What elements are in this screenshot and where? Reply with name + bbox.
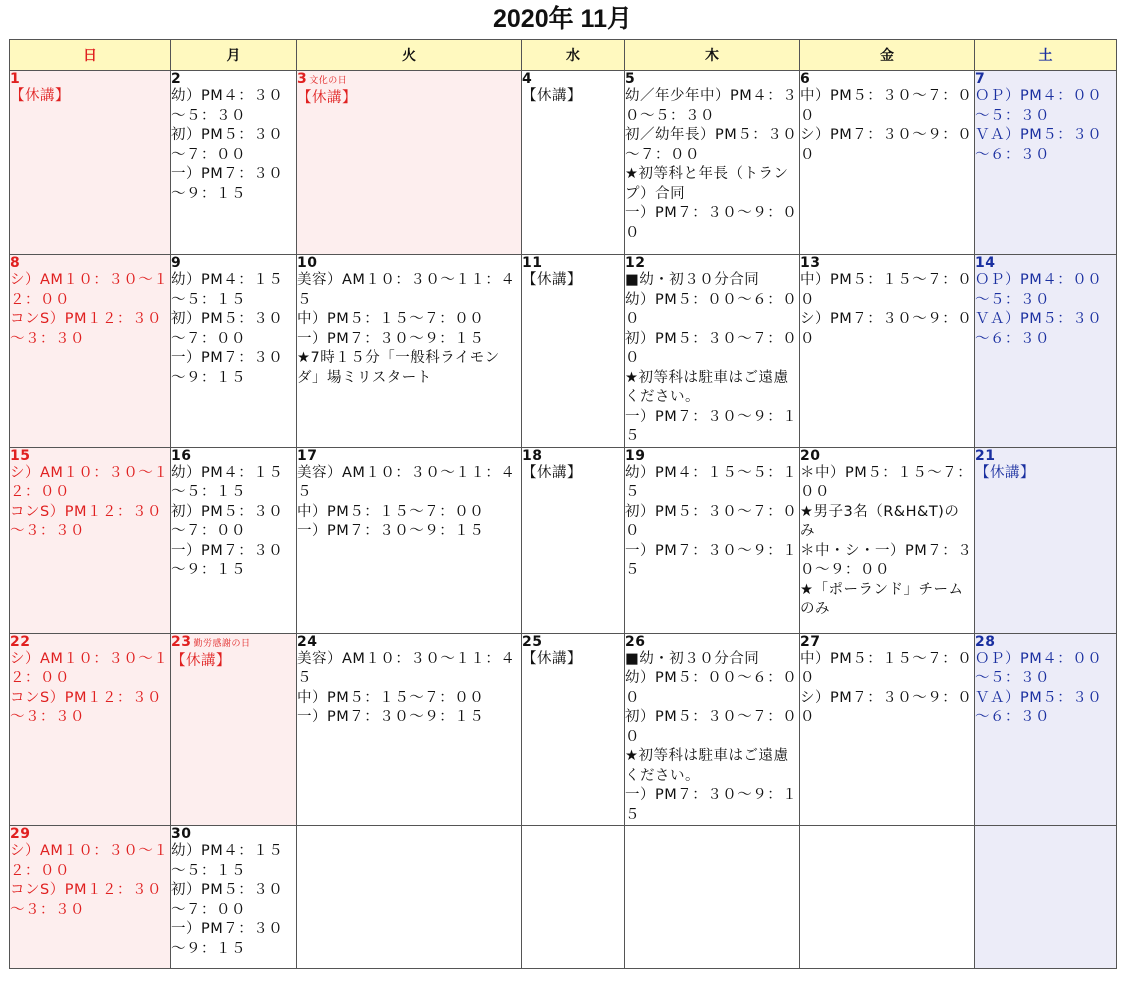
day-cell[interactable] xyxy=(625,71,800,255)
schedule-entry: ■幼・初３０分合同 xyxy=(625,650,760,667)
schedule-entry: 初／幼年長）PM５：３０～７：００ xyxy=(625,127,798,163)
schedule-entry: ＯＰ）PM４：００～５：３０ xyxy=(975,650,1103,686)
day-number xyxy=(297,71,521,89)
schedule-entry: 初）PM５：３０～７：００ xyxy=(625,709,798,745)
day-number xyxy=(975,634,1116,650)
day-number-text: 17 xyxy=(297,447,318,464)
day-number-text: 6 xyxy=(800,71,811,87)
day-cell[interactable] xyxy=(800,633,975,826)
schedule-entry: ★初等科と年長（トランプ）合同 xyxy=(625,166,789,202)
weekday-sat: 土 xyxy=(975,40,1117,71)
holiday-name: 勤労感謝の日 xyxy=(193,638,251,649)
day-cell[interactable] xyxy=(522,255,625,448)
day-number xyxy=(297,255,521,271)
schedule-entry: 幼）PM４：１５～５：１５ xyxy=(171,272,284,308)
schedule-entry: 中）PM５：３０～７：００ xyxy=(800,88,973,124)
schedule-entry: ＶＡ）PM５：３０～６：３０ xyxy=(975,689,1103,725)
day-number xyxy=(975,255,1116,271)
day-number-text: 28 xyxy=(975,633,996,650)
schedule-entry: 幼／年少年中）PM４：３０～５：３０ xyxy=(625,88,798,124)
weekday-fri: 金 xyxy=(800,40,975,71)
schedule-entry: 幼）PM４：３０～５：３０ xyxy=(171,88,284,124)
holiday-name: 文化の日 xyxy=(309,76,348,86)
day-cell[interactable] xyxy=(10,826,171,969)
schedule-entry: 初）PM５：３０～７：００ xyxy=(171,503,284,539)
day-number-text: 2 xyxy=(171,71,182,87)
schedule-entry: 一）PM７：３０～９：１５ xyxy=(171,921,284,957)
day-number xyxy=(800,255,974,271)
day-number xyxy=(10,826,170,842)
day-number-text: 24 xyxy=(297,633,318,650)
weekday-header-row xyxy=(10,40,1117,71)
day-number-text: 25 xyxy=(522,633,543,650)
schedule-entry: コンS）PM１２：３０～３：３０ xyxy=(10,882,162,918)
schedule-entry: 【休講】 xyxy=(10,88,70,104)
day-number-text: 15 xyxy=(10,447,31,464)
schedule-entry: 一）PM７：３０～９：００ xyxy=(625,205,798,241)
day-number xyxy=(171,71,296,87)
day-number-text: 5 xyxy=(625,71,636,87)
day-number-text: 7 xyxy=(975,71,986,87)
schedule-entry: ★初等科は駐車はご遠慮ください。 xyxy=(625,748,789,784)
schedule-entry: 中）PM５：１５～７：００ xyxy=(297,689,485,706)
day-number-text: 13 xyxy=(800,255,821,271)
day-cell[interactable] xyxy=(297,71,522,255)
day-number xyxy=(625,634,799,650)
day-cell[interactable] xyxy=(975,255,1117,448)
day-number xyxy=(800,448,974,464)
day-number-text: 14 xyxy=(975,255,996,271)
calendar-grid xyxy=(9,39,1117,969)
day-number xyxy=(625,448,799,464)
day-number-text: 23 xyxy=(171,633,192,650)
calendar-title: 2020年 11月 xyxy=(493,5,632,33)
day-cell[interactable] xyxy=(10,633,171,826)
day-number-text: 22 xyxy=(10,633,31,650)
schedule-entry: 幼）PM５：００～６：００ xyxy=(625,291,798,327)
schedule-entry: ＯＰ）PM４：００～５：３０ xyxy=(975,88,1103,124)
day-number-text: 27 xyxy=(800,633,821,650)
schedule-entry: コンS）PM１２：３０～３：３０ xyxy=(10,311,162,347)
day-number-text: 8 xyxy=(10,255,21,271)
schedule-entry: 一）PM７：３０～９：１５ xyxy=(297,709,485,725)
empty-cell xyxy=(297,826,522,969)
day-number-text: 16 xyxy=(171,447,192,464)
empty-cell xyxy=(975,826,1117,969)
day-number xyxy=(800,71,974,87)
day-number xyxy=(625,255,799,271)
schedule-entry: ■幼・初３０分合同 xyxy=(625,272,760,288)
day-cell[interactable] xyxy=(522,633,625,826)
schedule-entry: 幼）PM５：００～６：００ xyxy=(625,670,798,706)
schedule-entry: 一）PM７：３０～９：１５ xyxy=(171,166,284,202)
day-number-text: 21 xyxy=(975,447,996,464)
day-cell[interactable] xyxy=(975,447,1117,633)
day-cell[interactable] xyxy=(975,71,1117,255)
schedule-entry: ＯＰ）PM４：００～５：３０ xyxy=(975,272,1103,308)
schedule-entry: 【休講】 xyxy=(171,652,231,669)
schedule-entry: 一）PM７：３０～９：１５ xyxy=(297,523,485,539)
schedule-entry: 幼）PM４：１５～５：１５ xyxy=(171,843,284,879)
schedule-entry: ＊中）PM５：１５～７：００ xyxy=(800,464,973,500)
schedule-entry: 初）PM５：３０～７：００ xyxy=(171,311,284,347)
day-cell[interactable] xyxy=(297,255,522,448)
day-number-text: 4 xyxy=(522,71,533,87)
schedule-entry: 一）PM７：３０～９：１５ xyxy=(297,330,485,347)
day-cell[interactable] xyxy=(10,71,171,255)
weekday-wed: 水 xyxy=(522,40,625,71)
schedule-entry: 美容）AM１０：３０～１１：４５ xyxy=(297,650,516,686)
schedule-entry: ★初等科は駐車はご遠慮ください。 xyxy=(625,369,789,405)
week-row xyxy=(10,71,1117,255)
schedule-entry: シ）AM１０：３０～１２：００ xyxy=(10,843,169,879)
schedule-entry: シ）AM１０：３０～１２：００ xyxy=(10,272,169,308)
schedule-entry: 【休講】 xyxy=(522,650,582,667)
week-row xyxy=(10,255,1117,448)
schedule-entry: シ）PM７：３０～９：００ xyxy=(800,689,973,725)
day-number-text: 11 xyxy=(522,255,543,271)
schedule-entry: 幼）PM４：１５～５：１５ xyxy=(171,464,284,500)
day-cell[interactable] xyxy=(975,633,1117,826)
schedule-entry: シ）PM７：３０～９：００ xyxy=(800,127,973,163)
day-number-text: 29 xyxy=(10,826,31,842)
day-number xyxy=(297,634,521,650)
day-cell[interactable] xyxy=(625,255,800,448)
schedule-entry: 中）PM５：１５～７：００ xyxy=(800,272,973,308)
schedule-entry: 中）PM５：１５～７：００ xyxy=(297,311,485,327)
day-number xyxy=(171,634,296,652)
day-number xyxy=(522,255,624,271)
weekday-thu: 木 xyxy=(625,40,800,71)
day-cell[interactable] xyxy=(171,71,297,255)
day-cell[interactable] xyxy=(522,71,625,255)
day-cell[interactable] xyxy=(171,826,297,969)
weekday-mon: 月 xyxy=(171,40,297,71)
day-cell[interactable] xyxy=(625,447,800,633)
schedule-entry: 一）PM７：３０～９：１５ xyxy=(625,542,798,578)
schedule-entry: 美容）AM１０：３０～１１：４５ xyxy=(297,464,516,500)
day-number xyxy=(800,634,974,650)
schedule-entry: 中）PM５：１５～７：００ xyxy=(800,650,973,686)
schedule-entry: シ）AM１０：３０～１２：００ xyxy=(10,650,169,686)
empty-cell xyxy=(625,826,800,969)
day-number xyxy=(522,634,624,650)
schedule-entry: 中）PM５：１５～７：００ xyxy=(297,503,485,520)
day-cell[interactable] xyxy=(297,447,522,633)
day-cell[interactable] xyxy=(10,447,171,633)
day-cell[interactable] xyxy=(625,633,800,826)
empty-cell xyxy=(800,826,975,969)
schedule-entry: ＶＡ）PM５：３０～６：３０ xyxy=(975,311,1103,347)
day-number-text: 12 xyxy=(625,255,646,271)
day-number-text: 20 xyxy=(800,447,821,464)
day-number-text: 19 xyxy=(625,447,646,464)
day-number xyxy=(171,448,296,464)
day-number xyxy=(522,71,624,87)
schedule-entry: コンS）PM１２：３０～３：３０ xyxy=(10,689,162,725)
day-cell[interactable] xyxy=(10,255,171,448)
schedule-entry: シ）AM１０：３０～１２：００ xyxy=(10,464,169,500)
day-cell[interactable] xyxy=(800,71,975,255)
day-number xyxy=(522,448,624,464)
schedule-entry: 【休講】 xyxy=(975,464,1035,481)
schedule-entry: 一）PM７：３０～９：１５ xyxy=(171,350,284,386)
schedule-entry: 【休講】 xyxy=(297,90,357,106)
day-number xyxy=(10,71,170,87)
day-number xyxy=(10,448,170,464)
day-number-text: 30 xyxy=(171,826,192,842)
day-cell[interactable] xyxy=(800,447,975,633)
schedule-entry: ★男子3名（R&H&T)のみ xyxy=(800,503,960,539)
day-cell[interactable] xyxy=(171,255,297,448)
day-number xyxy=(625,71,799,87)
schedule-entry: 美容）AM１０：３０～１１：４５ xyxy=(297,272,516,308)
schedule-entry: 幼）PM４：１５～５：１５ xyxy=(625,464,798,500)
day-number-text: 18 xyxy=(522,447,543,464)
day-cell[interactable] xyxy=(522,447,625,633)
schedule-entry: 一）PM７：３０～９：１５ xyxy=(625,787,798,823)
day-number xyxy=(975,448,1116,464)
schedule-entry: ★7時１５分「一般科ライモンダ」場ミリスタート xyxy=(297,350,500,386)
week-row xyxy=(10,447,1117,633)
day-cell[interactable] xyxy=(297,633,522,826)
day-number-text: 1 xyxy=(10,71,21,87)
schedule-entry: シ）PM７：３０～９：００ xyxy=(800,311,973,347)
schedule-entry: ＶＡ）PM５：３０～６：３０ xyxy=(975,127,1103,163)
day-cell[interactable] xyxy=(800,255,975,448)
schedule-entry: 初）PM５：３０～７：００ xyxy=(171,882,284,918)
schedule-entry: 【休講】 xyxy=(522,272,582,288)
schedule-entry: 一）PM７：３０～９：１５ xyxy=(171,542,284,578)
schedule-entry: 初）PM５：３０～７：００ xyxy=(625,503,798,539)
schedule-entry: 初）PM５：３０～７：００ xyxy=(625,330,798,366)
day-number-text: 9 xyxy=(171,255,182,271)
day-number-text: 10 xyxy=(297,255,318,271)
day-cell[interactable] xyxy=(171,447,297,633)
day-number xyxy=(171,826,296,842)
week-row xyxy=(10,826,1117,969)
day-number xyxy=(297,448,521,464)
day-cell[interactable] xyxy=(171,633,297,826)
schedule-entry: 初）PM５：３０～７：００ xyxy=(171,127,284,163)
schedule-entry: コンS）PM１２：３０～３：３０ xyxy=(10,503,162,539)
day-number-text: 26 xyxy=(625,633,646,650)
weekday-sun: 日 xyxy=(10,40,171,71)
day-number-text: 3 xyxy=(297,71,308,87)
schedule-entry: 【休講】 xyxy=(522,464,582,481)
weekday-tue: 火 xyxy=(297,40,522,71)
schedule-entry: 【休講】 xyxy=(522,88,582,104)
schedule-entry: ★「ポーランド」チームのみ xyxy=(800,581,964,617)
day-number xyxy=(10,634,170,650)
day-number xyxy=(975,71,1116,87)
day-number xyxy=(10,255,170,271)
day-number xyxy=(171,255,296,271)
schedule-entry: ＊中・シ・一）PM７：３０～９：００ xyxy=(800,542,973,578)
schedule-entry: 一）PM７：３０～９：１５ xyxy=(625,408,798,444)
week-row xyxy=(10,633,1117,826)
empty-cell xyxy=(522,826,625,969)
